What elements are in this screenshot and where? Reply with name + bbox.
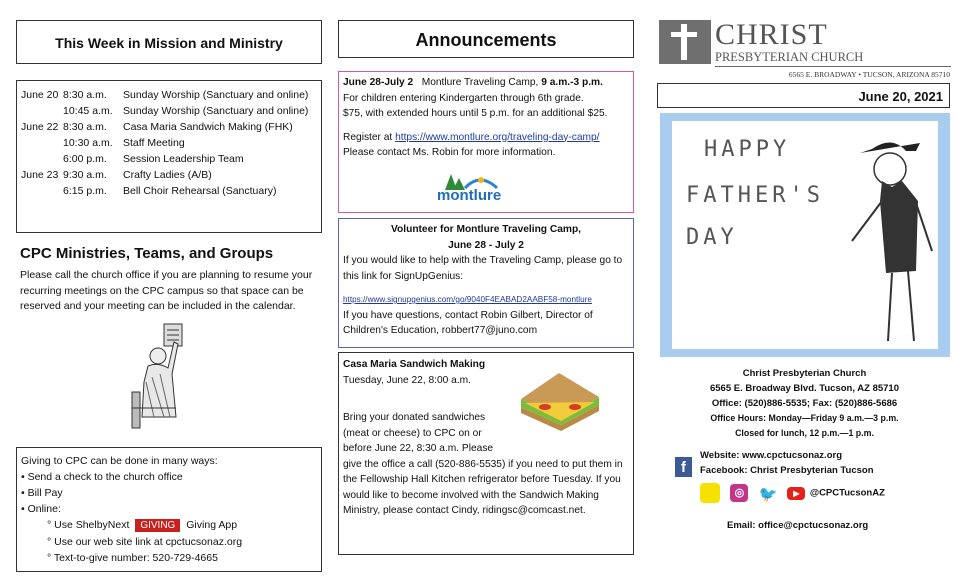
church-facebook[interactable]: Facebook: Christ Presbyterian Tucson	[700, 465, 874, 476]
casa-line1: Bring your donated sandwiches	[343, 412, 486, 423]
ministries-heading: CPC Ministries, Teams, and Groups	[20, 245, 274, 262]
schedule-event: Session Leadership Team	[123, 153, 244, 165]
schedule-box	[16, 80, 322, 233]
giving-badge[interactable]: GIVING	[135, 519, 180, 532]
social-icons	[700, 483, 900, 505]
volunteer-title2: June 28 - July 2	[448, 239, 524, 251]
giving-box	[16, 447, 322, 572]
camp-register	[343, 130, 629, 146]
church-address: 6565 E. Broadway Blvd. Tucson, AZ 85710	[709, 383, 900, 394]
sandwich-image	[515, 367, 603, 437]
montlure-logo	[435, 168, 515, 208]
bulletin-date: June 20, 2021	[858, 89, 943, 104]
giving-sub-shelby	[21, 517, 317, 534]
church-website[interactable]: Website: www.cpctucsonaz.org	[700, 450, 842, 461]
giving-bullet-billpay: • Bill Pay	[21, 487, 63, 499]
drawing-day: DAY	[686, 225, 738, 250]
volunteer-box	[338, 218, 634, 348]
church-phone: Office: (520)886-5535; Fax: (520)886-5686	[711, 398, 898, 409]
drawing-happy: HAPPY	[704, 137, 791, 162]
social-handle[interactable]: @CPCTucsonAZ	[809, 487, 885, 499]
schedule-event: Staff Meeting	[123, 137, 185, 149]
schedule-row	[21, 119, 317, 135]
camp-box	[338, 71, 634, 213]
schedule-event: Sunday Worship (Sanctuary and online)	[123, 105, 309, 117]
camp-headline	[343, 75, 629, 91]
camp-price: $75, with extended hours until 5 p.m. for an additional $25.	[343, 108, 608, 119]
ministries-body: Please call the church office if you are planning to resume your recurring meetings on the CPC campus so that space can be reserved and your meeting can be included in the calendar.	[20, 269, 313, 312]
giving-bullet-online: • Online:	[21, 503, 61, 515]
schedule-date: June 23	[21, 169, 59, 181]
giving-sub1-pre: ° Use ShelbyNext	[47, 519, 130, 531]
camp-register-pre: Register at	[343, 131, 396, 143]
church-hours: Office Hours: Monday—Friday 9 a.m.—3 p.m.	[710, 413, 899, 423]
casa-line2: (meat or cheese) to CPC on or	[343, 427, 482, 439]
camp-name: Montlure Traveling Camp,	[421, 77, 539, 88]
snapchat-icon[interactable]	[700, 483, 720, 503]
schedule-time: 8:30 a.m.	[63, 89, 107, 101]
fathers-day-drawing	[660, 113, 950, 357]
giving-sub-text: ° Text-to-give number: 520-729-4665	[47, 552, 218, 564]
schedule-date	[21, 103, 63, 119]
schedule-row	[21, 151, 317, 167]
schedule-date	[21, 151, 63, 167]
camp-contact: Please contact Ms. Robin for more information.	[343, 147, 556, 158]
volunteer-title1: Volunteer for Montlure Traveling Camp,	[391, 224, 581, 235]
announcements-title-box	[338, 20, 634, 58]
logo-christ: CHRIST	[715, 18, 828, 51]
mission-title: This Week in Mission and Ministry	[55, 35, 283, 51]
schedule-time: 10:45 a.m.	[63, 105, 113, 117]
logo-rule	[715, 66, 951, 67]
bulletin-date-box	[657, 83, 950, 108]
announcements-title: Announcements	[415, 30, 557, 50]
camp-register-link[interactable]: https://www.montlure.org/traveling-day-camp/	[395, 131, 600, 143]
giving-intro: Giving to CPC can be done in many ways:	[21, 455, 218, 467]
schedule-event: Casa Maria Sandwich Making (FHK)	[123, 121, 293, 133]
church-email[interactable]: Email: office@cpctucsonaz.org	[727, 520, 869, 531]
schedule-row	[21, 167, 317, 183]
church-lunch: Closed for lunch, 12 p.m.—1 p.m.	[735, 428, 874, 438]
facebook-icon[interactable]: f	[675, 457, 692, 477]
schedule-event: Sunday Worship (Sanctuary and online)	[123, 89, 309, 101]
scribe-illustration	[124, 322, 214, 432]
signupgenius-link[interactable]: https://www.signupgenius.com/go/9040F4EABAD2AABF58-montlure	[343, 295, 592, 304]
camp-date: June 28-July 2	[343, 77, 414, 88]
schedule-time: 9:30 a.m.	[63, 169, 107, 181]
giving-sub-website: ° Use our web site link at cpctucsonaz.org	[47, 536, 243, 548]
church-logo	[657, 18, 952, 80]
cross-logo-icon	[659, 20, 711, 64]
schedule-date: June 20	[21, 89, 59, 101]
schedule-time: 10:30 a.m.	[63, 137, 113, 149]
schedule-row	[21, 183, 317, 199]
mission-title-box	[16, 20, 322, 64]
casa-line3: before June 22, 8:30 a.m. Please	[343, 443, 494, 454]
schedule-row	[21, 103, 317, 119]
logo-address: 6565 E. BROADWAY • TUCSON, ARIZONA 85710	[788, 70, 950, 79]
schedule-time: 6:00 p.m.	[63, 153, 107, 165]
logo-presbyterian: PRESBYTERIAN CHURCH	[715, 50, 864, 64]
casa-when: Tuesday, June 22, 8:00 a.m.	[343, 374, 471, 386]
giving-sub1-post: Giving App	[186, 519, 238, 531]
church-name: Christ Presbyterian Church	[742, 368, 867, 379]
volunteer-questions: If you have questions, contact Robin Gilbert, Director of Children's Education, robbert77@juno.com	[343, 309, 593, 336]
instagram-icon[interactable]: ◎	[730, 484, 748, 502]
montlure-logo-text: montlure	[437, 187, 502, 204]
schedule-date: June 22	[21, 121, 59, 133]
schedule-date	[21, 183, 63, 199]
camp-grades: For children entering Kindergarten through 6th grade.	[343, 92, 584, 104]
schedule-event: Bell Choir Rehearsal (Sanctuary)	[123, 185, 277, 197]
volunteer-body: If you would like to help with the Traveling Camp, please go to this link for SignUpGenius:	[343, 255, 623, 282]
drawing-fathers: FATHER'S	[686, 183, 824, 208]
schedule-date	[21, 135, 63, 151]
casa-box	[338, 352, 634, 555]
casa-rest: give the office a call (520-886-5535) if you need to put them in the Fellowship Hall Kitchen refrigerator before Tuesday. If you would like to become involved with the Sandwich Making Ministry, please contact Cindy, ridingsc@comcast.net.	[343, 458, 623, 516]
schedule-event: Crafty Ladies (A/B)	[123, 169, 212, 181]
twitter-icon[interactable]: 🐦	[758, 486, 778, 503]
schedule-row	[21, 87, 317, 103]
giving-bullet-check: • Send a check to the church office	[21, 471, 183, 483]
youtube-icon[interactable]: ▶	[787, 487, 805, 500]
schedule-time: 8:30 a.m.	[63, 121, 107, 133]
schedule-time: 6:15 p.m.	[63, 185, 107, 197]
camp-hours: 9 a.m.-3 p.m.	[541, 77, 603, 88]
schedule-row	[21, 135, 317, 151]
casa-title: Casa Maria Sandwich Making	[343, 359, 486, 370]
church-info	[657, 366, 952, 441]
